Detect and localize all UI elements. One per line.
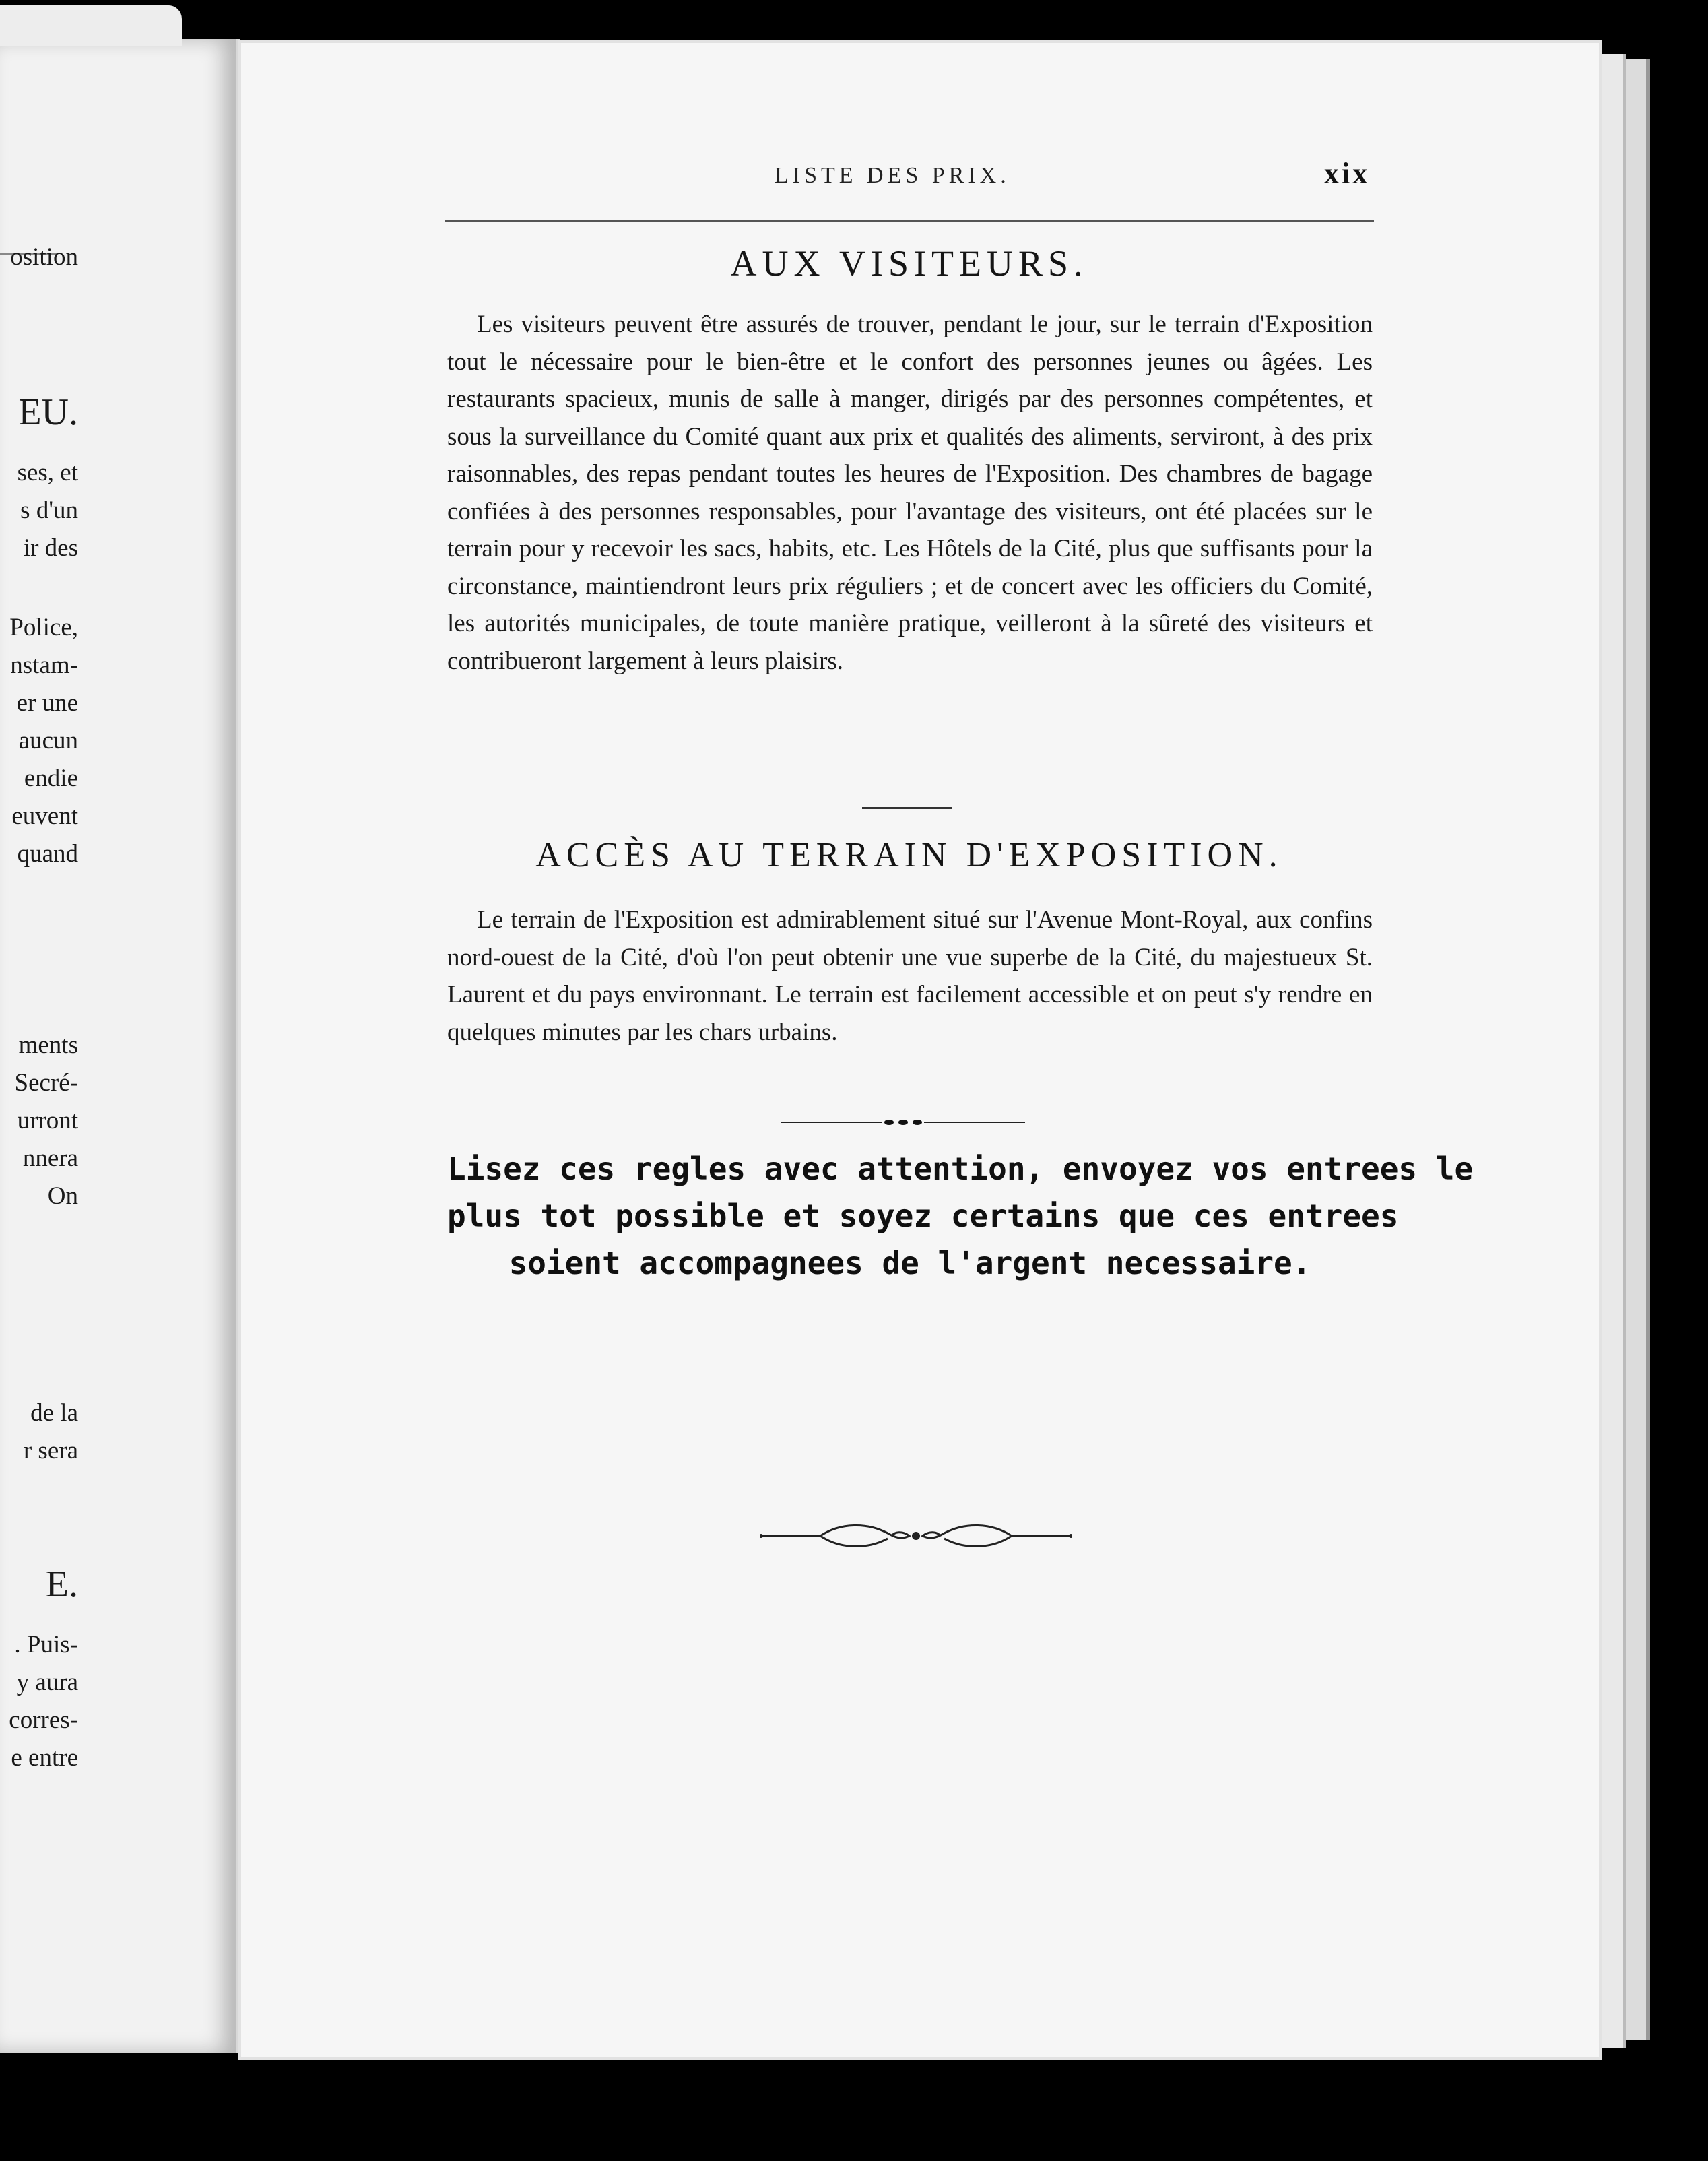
- paragraph-acces: Le terrain de l'Exposition est admirablement situé sur l'Avenue Mont-Royal, aux confins nord-ouest de la Cité, d'où l'on peut obtenir une vue superbe de la Cité, du majestueux St. Laurent et du pays environnant. Le terrain est facilement accessible et on peut s'y rendre en quelques minutes par les chars urbains.: [447, 906, 1373, 1046]
- section-body-visiteurs: [447, 306, 1373, 680]
- left-page-fragment: nnera: [22, 1144, 78, 1172]
- notice-block: [447, 1145, 1474, 1287]
- left-page-fragment: r sera: [23, 1437, 78, 1464]
- left-page-fragment: Police,: [9, 614, 78, 641]
- left-page-fragment: aucun: [18, 727, 78, 754]
- page-number: xix: [1324, 157, 1371, 190]
- left-page-fragment: s d'un: [20, 496, 78, 524]
- header-rule: [445, 220, 1374, 222]
- section-body-acces: [447, 901, 1373, 1051]
- paragraph-visiteurs: Les visiteurs peuvent être assurés de trouver, pendant le jour, sur le terrain d'Exposition tout le nécessaire pour le bien-être et le confort des personnes jeunes ou âgées. Les restaurants spacieux, munis de salle à manger, dirigés par des personnes compétentes, et sous la surveillance du Comité quant aux prix et qualités des aliments, serviront, à des prix raisonnables, des repas pendant toutes les heures de l'Exposition. Des chambres de bagage confiées à des personnes responsables, pour l'avantage des visiteurs, ont été placées sur le terrain pour y recevoir les sacs, habits, etc. Les Hôtels de la Cité, plus que suffisants pour la circonstance, maintiendront leurs prix réguliers ; et de concert avec les officiers du Comité, les autorités municipales, de toute manière pratique, veilleront à la sûreté des visiteurs et contribueront largement à leurs plaisirs.: [447, 311, 1373, 675]
- running-head: LISTE DES PRIX.: [775, 163, 1010, 188]
- left-page-fragment: nstam-: [10, 651, 78, 679]
- left-page-top-tab: [0, 5, 182, 46]
- left-page-fragment: ses, et: [17, 459, 78, 486]
- left-page-fragment: E.: [45, 1563, 78, 1605]
- left-page-fragment: ir des: [23, 534, 78, 562]
- left-page: [0, 39, 240, 2053]
- left-page-fragment: quand: [17, 840, 78, 868]
- left-page-fragment: ments: [18, 1031, 78, 1059]
- section-heading-acces: ACCÈS AU TERRAIN D'EXPOSITION.: [535, 836, 1283, 874]
- notice-line-3: soient accompagnees de l'argent necessaire.: [508, 1245, 1311, 1281]
- left-page-fragment: . Puis-: [14, 1631, 78, 1658]
- page-edge: [1596, 54, 1626, 2048]
- section-divider: [862, 807, 952, 809]
- left-page-fragment: de la: [30, 1399, 78, 1427]
- left-page-fragment: e entre: [11, 1744, 78, 1772]
- left-page-fragment: y aura: [16, 1669, 78, 1696]
- left-page-fragment: Secré-: [14, 1069, 78, 1097]
- left-page-fragment: EU.: [18, 391, 78, 433]
- left-page-fragment: On: [47, 1182, 78, 1210]
- left-page-fragment: euvent: [11, 802, 78, 830]
- left-page-fragment: corres-: [9, 1706, 78, 1734]
- notice-line-1: Lisez ces regles avec attention, envoyez vos entrees le: [447, 1151, 1474, 1187]
- dotted-ornament-rule: [781, 1118, 1025, 1126]
- page-edge-back: [1623, 59, 1650, 2040]
- left-page-fragment: urront: [17, 1107, 78, 1134]
- section-heading-visiteurs: AUX VISITEURS.: [730, 243, 1088, 284]
- tailpiece-ornament: [760, 1516, 1072, 1556]
- left-page-fragment: er une: [16, 689, 78, 717]
- left-page-fragment: endie: [24, 765, 78, 792]
- left-page-fragment: osition: [10, 243, 78, 271]
- notice-line-2: plus tot possible et soyez certains que ces entrees: [447, 1198, 1399, 1234]
